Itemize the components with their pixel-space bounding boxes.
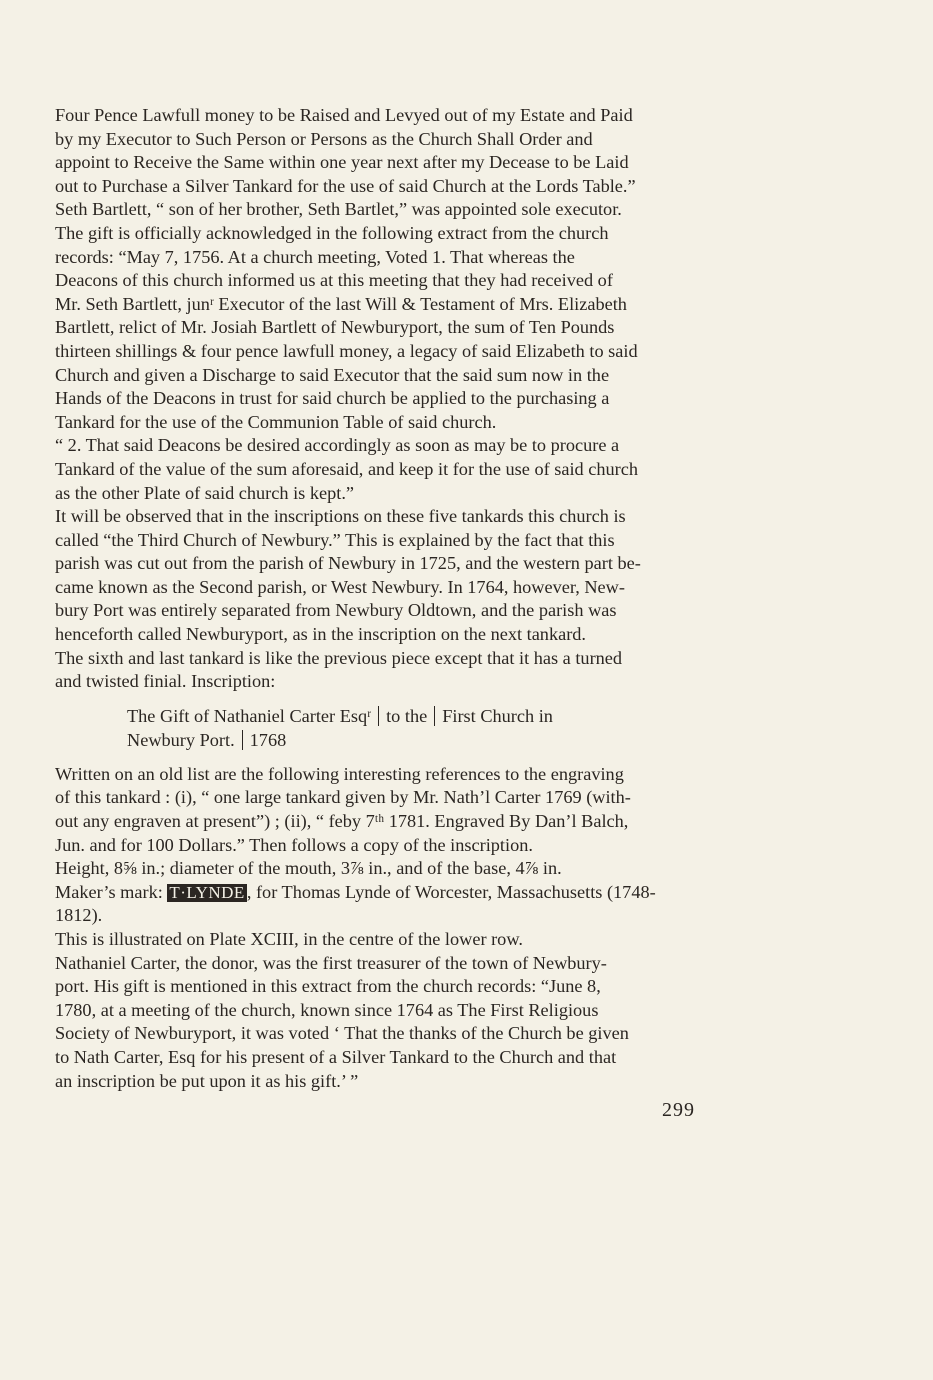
- text-line: Height, 8⅝ in.; diameter of the mouth, 3⅞ in., and of the base, 4⅞ in.: [55, 858, 562, 879]
- paragraph: [55, 647, 719, 694]
- text-line: port. His gift is mentioned in this extract from the church records: “June 8,: [55, 976, 601, 997]
- text-line: It will be observed that in the inscriptions on these five tankards this church is: [55, 506, 626, 527]
- inscription-part: Newbury Port.: [127, 729, 235, 750]
- inscription-line-2: [127, 728, 719, 752]
- text-line: came known as the Second parish, or West Newbury. In 1764, however, New-: [55, 576, 625, 597]
- inscription-part: First Church in: [442, 705, 553, 726]
- text-line: thirteen shillings & four pence lawfull money, a legacy of said Elizabeth to said: [55, 340, 638, 361]
- text-line: This is illustrated on Plate XCIII, in the centre of the lower row.: [55, 929, 523, 949]
- inscription-quote: [55, 704, 719, 752]
- makers-mark-suffix: , for Thomas Lynde of Worcester, Massachusetts (1748-: [246, 881, 656, 902]
- paragraph: [55, 928, 719, 952]
- text-line: Society of Newburyport, it was voted ‘ That the thanks of the Church be given: [55, 1023, 629, 1044]
- text-line: of this tankard : (i), “ one large tankard given by Mr. Nath’l Carter 1769 (with-: [55, 787, 631, 808]
- makers-mark-paragraph: [55, 881, 719, 928]
- paragraph: [55, 434, 719, 505]
- text-line: 1780, at a meeting of the church, known since 1764 as The First Religious: [55, 999, 599, 1020]
- paragraph: [55, 763, 719, 857]
- text-line: Jun. and for 100 Dollars.” Then follows a copy of the inscription.: [55, 834, 533, 855]
- line-separator: [242, 730, 243, 750]
- text-line: [55, 881, 719, 905]
- text-line: Written on an old list are the following interesting references to the engraving: [55, 763, 624, 784]
- text-line: Deacons of this church informed us at this meeting that they had received of: [55, 270, 613, 291]
- text-line: Four Pence Lawfull money to be Raised and Levyed out of my Estate and Paid: [55, 105, 633, 125]
- line-separator: [434, 706, 435, 726]
- text-line: Nathaniel Carter, the donor, was the first treasurer of the town of Newbury-: [55, 952, 607, 973]
- text-line: out any engraven at present”) ; (ii), “ feby 7ᵗʰ 1781. Engraved By Dan’l Balch,: [55, 811, 629, 832]
- text-line: henceforth called Newburyport, as in the inscription on the next tankard.: [55, 624, 587, 645]
- paragraph: [55, 104, 719, 434]
- text-line: by my Executor to Such Person or Persons as the Church Shall Order and: [55, 128, 593, 149]
- text-line: Tankard for the use of the Communion Table of said church.: [55, 411, 497, 432]
- text-line: The sixth and last tankard is like the previous piece except that it has a turned: [55, 647, 623, 668]
- paragraph: [55, 505, 719, 647]
- inscription-line-1: [127, 704, 719, 728]
- text-line: Church and given a Discharge to said Executor that the said sum now in the: [55, 364, 610, 385]
- text-line: and twisted finial. Inscription:: [55, 671, 276, 692]
- text-line: “ 2. That said Deacons be desired accordingly as soon as may be to procure a: [55, 435, 620, 456]
- line-separator: [378, 706, 379, 726]
- text-line: appoint to Receive the Same within one year next after my Decease to be Laid: [55, 152, 629, 173]
- middle-paragraphs: [55, 763, 719, 881]
- text-line: Mr. Seth Bartlett, junʳ Executor of the last Will & Testament of Mrs. Elizabeth: [55, 293, 627, 314]
- text-line: Seth Bartlett, “ son of her brother, Seth Bartlet,” was appointed sole executor.: [55, 199, 622, 220]
- text-line: The gift is officially acknowledged in the following extract from the church: [55, 222, 609, 243]
- paragraph: [55, 857, 719, 881]
- text-line: Tankard of the value of the sum aforesaid, and keep it for the use of said church: [55, 458, 638, 479]
- page-number: 299: [662, 1099, 695, 1121]
- page-text: [55, 104, 719, 1093]
- text-line: records: “May 7, 1756. At a church meeting, Voted 1. That whereas the: [55, 246, 575, 267]
- top-paragraphs: [55, 104, 719, 694]
- inscription-part: The Gift of Nathaniel Carter Esqʳ: [127, 705, 372, 726]
- text-line: as the other Plate of said church is kept.”: [55, 482, 355, 503]
- text-line: an inscription be put upon it as his gift.’ ”: [55, 1070, 359, 1091]
- text-line: Bartlett, relict of Mr. Josiah Bartlett of Newburyport, the sum of Ten Pounds: [55, 317, 615, 338]
- bottom-paragraphs: [55, 928, 719, 1093]
- text-line: bury Port was entirely separated from Newbury Oldtown, and the parish was: [55, 600, 617, 621]
- text-line: Hands of the Deacons in trust for said church be applied to the purchasing a: [55, 388, 610, 409]
- text-line: parish was cut out from the parish of Newbury in 1725, and the western part be-: [55, 553, 641, 574]
- text-line: out to Purchase a Silver Tankard for the use of said Church at the Lords Table.”: [55, 175, 636, 196]
- inscription-part: 1768: [249, 729, 287, 750]
- text-line: called “the Third Church of Newbury.” This is explained by the fact that this: [55, 529, 615, 550]
- makers-mark-stamp: T·LYNDE: [169, 882, 245, 902]
- makers-mark-prefix: Maker’s mark:: [55, 881, 168, 902]
- inscription-part: to the: [386, 705, 428, 726]
- text-line: to Nath Carter, Esq for his present of a Silver Tankard to the Church and that: [55, 1046, 617, 1067]
- text-line: 1812).: [55, 905, 103, 926]
- paragraph: [55, 952, 719, 1094]
